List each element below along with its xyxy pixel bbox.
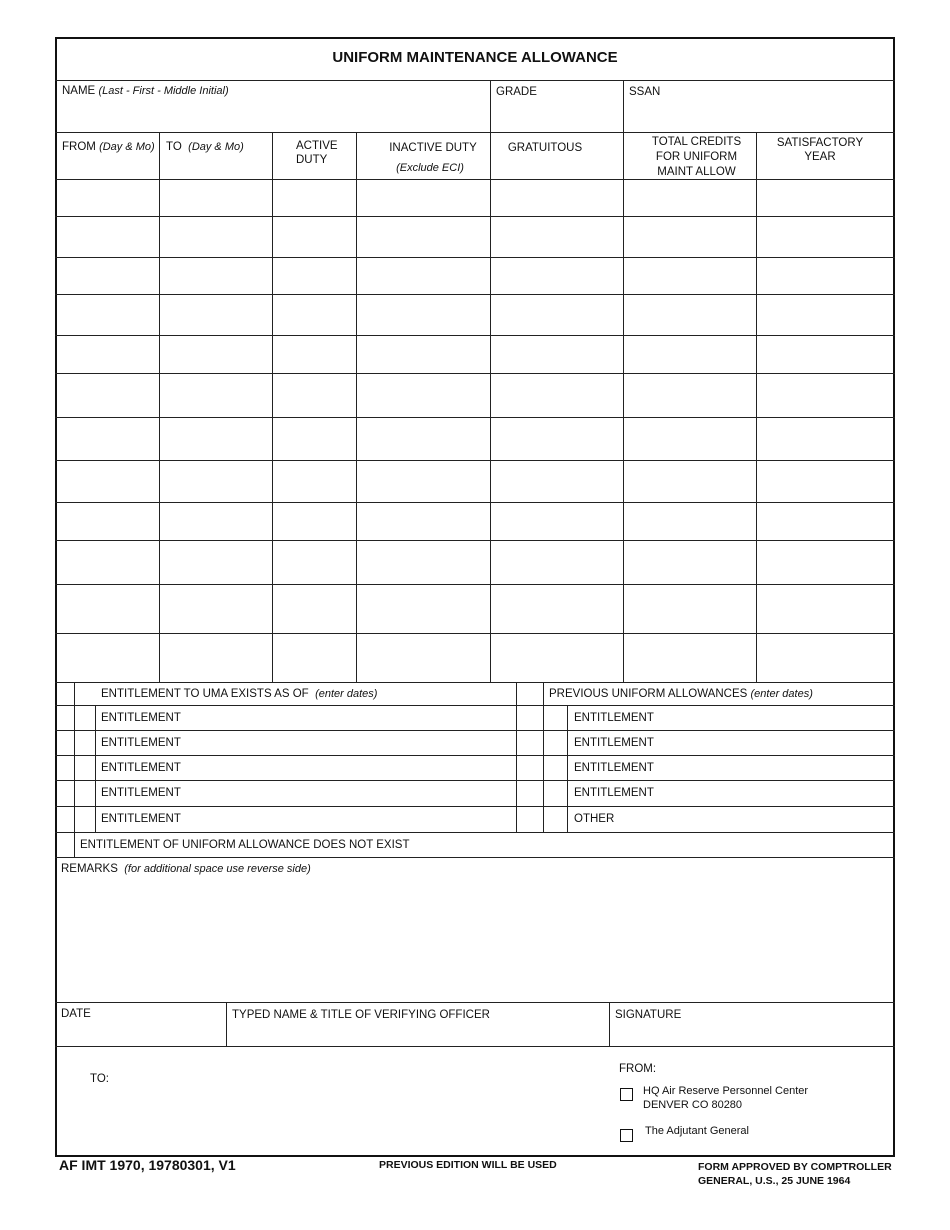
table-row-line — [55, 460, 895, 461]
name-label: NAME (Last - First - Middle Initial) — [62, 85, 229, 97]
divider — [55, 780, 895, 781]
table-row-line — [55, 502, 895, 503]
divider — [609, 1002, 610, 1046]
table-row-line — [55, 257, 895, 258]
table-row-line — [55, 335, 895, 336]
divider — [623, 80, 624, 132]
table-row-line — [55, 584, 895, 585]
name-field[interactable] — [57, 98, 489, 131]
column-header-to: TO (Day & Mo) — [166, 141, 244, 153]
divider — [74, 682, 75, 857]
entitlement-exists-label: ENTITLEMENT TO UMA EXISTS AS OF (enter dates) — [101, 688, 378, 700]
verifying-officer-field[interactable] — [228, 1023, 608, 1045]
divider — [55, 80, 895, 81]
approval-note: FORM APPROVED BY COMPTROLLER GENERAL, U.S., 25 JUNE 1964 — [698, 1161, 892, 1187]
form-title: UNIFORM MAINTENANCE ALLOWANCE — [332, 49, 618, 66]
from-option-arpc: HQ Air Reserve Personnel Center DENVER CO 80280 — [643, 1085, 809, 1111]
table-row-line — [55, 216, 895, 217]
column-header-total-credits: TOTAL CREDITS FOR UNIFORM MAINT ALLOW — [651, 136, 742, 178]
entitlement-right-3: ENTITLEMENT — [574, 762, 654, 774]
divider — [272, 132, 273, 682]
divider — [55, 755, 895, 756]
entitlement-left-check-2[interactable] — [76, 731, 94, 754]
entitlement-right-other: OTHER — [574, 813, 615, 825]
divider — [516, 682, 517, 832]
table-row-line — [55, 417, 895, 418]
table-row-line — [55, 540, 895, 541]
to-address-field[interactable] — [120, 1060, 590, 1150]
checkbox-adjutant-general[interactable] — [620, 1129, 633, 1142]
divider — [543, 682, 544, 832]
column-header-inactive-duty: INACTIVE DUTY — [389, 142, 477, 154]
column-header-gratuitous: GRATUITOUS — [507, 142, 583, 154]
divider — [55, 1046, 895, 1047]
column-header-satisfactory-year: SATISFACTORY YEAR — [776, 137, 864, 163]
from-option-adjutant-general: The Adjutant General — [645, 1125, 749, 1137]
edition-note: PREVIOUS EDITION WILL BE USED — [379, 1159, 557, 1171]
table-row-line — [55, 633, 895, 634]
divider — [356, 132, 357, 682]
divider — [490, 80, 491, 132]
entitlement-left-4: ENTITLEMENT — [101, 787, 181, 799]
grade-label: GRADE — [496, 86, 537, 98]
column-header-active-duty: ACTIVE DUTY — [296, 140, 338, 167]
divider — [567, 705, 568, 832]
ssan-field[interactable] — [625, 100, 893, 131]
divider — [55, 806, 895, 807]
divider — [756, 132, 757, 682]
divider — [55, 1002, 895, 1003]
divider — [490, 132, 491, 682]
divider — [95, 705, 96, 832]
date-label: DATE — [61, 1008, 91, 1020]
entitlement-left-check-3[interactable] — [76, 756, 94, 779]
divider — [159, 132, 160, 682]
table-row-line — [55, 682, 895, 683]
entitlement-left-5: ENTITLEMENT — [101, 813, 181, 825]
divider — [55, 857, 895, 858]
entitlement-left-check-1[interactable] — [76, 706, 94, 729]
not-exist-check[interactable] — [56, 833, 73, 856]
divider — [55, 832, 895, 833]
column-header-inactive-hint: (Exclude ECI) — [396, 162, 464, 174]
divider — [226, 1002, 227, 1046]
date-field[interactable] — [57, 1022, 225, 1045]
grade-field[interactable] — [492, 100, 622, 131]
remarks-label: REMARKS (for additional space use reverse side) — [61, 863, 311, 875]
divider — [55, 132, 895, 133]
table-row-line — [55, 294, 895, 295]
remarks-field[interactable] — [57, 878, 893, 1000]
not-exist-label: ENTITLEMENT OF UNIFORM ALLOWANCE DOES NOT EXIST — [80, 839, 410, 851]
entitlement-right-1: ENTITLEMENT — [574, 712, 654, 724]
entitlement-left-check-5[interactable] — [76, 807, 94, 831]
to-label: TO: — [90, 1073, 109, 1085]
divider — [55, 705, 895, 706]
entitlement-right-2: ENTITLEMENT — [574, 737, 654, 749]
table-row-line — [55, 373, 895, 374]
signature-field[interactable] — [611, 1023, 893, 1045]
checkbox-arpc[interactable] — [620, 1088, 633, 1101]
entitlement-left-check-4[interactable] — [76, 781, 94, 805]
column-header-from: FROM (Day & Mo) — [62, 141, 155, 153]
from-label: FROM: — [619, 1063, 657, 1075]
ssan-label: SSAN — [629, 86, 661, 98]
previous-allowances-label: PREVIOUS UNIFORM ALLOWANCES (enter dates) — [549, 688, 813, 700]
entitlement-left-2: ENTITLEMENT — [101, 737, 181, 749]
signature-label: SIGNATURE — [615, 1009, 682, 1021]
form-id: AF IMT 1970, 19780301, V1 — [59, 1157, 236, 1173]
divider — [55, 730, 895, 731]
divider — [623, 132, 624, 682]
entitlement-right-4: ENTITLEMENT — [574, 787, 654, 799]
entitlement-left-3: ENTITLEMENT — [101, 762, 181, 774]
verifying-officer-label: TYPED NAME & TITLE OF VERIFYING OFFICER — [232, 1009, 490, 1021]
entitlement-left-1: ENTITLEMENT — [101, 712, 181, 724]
